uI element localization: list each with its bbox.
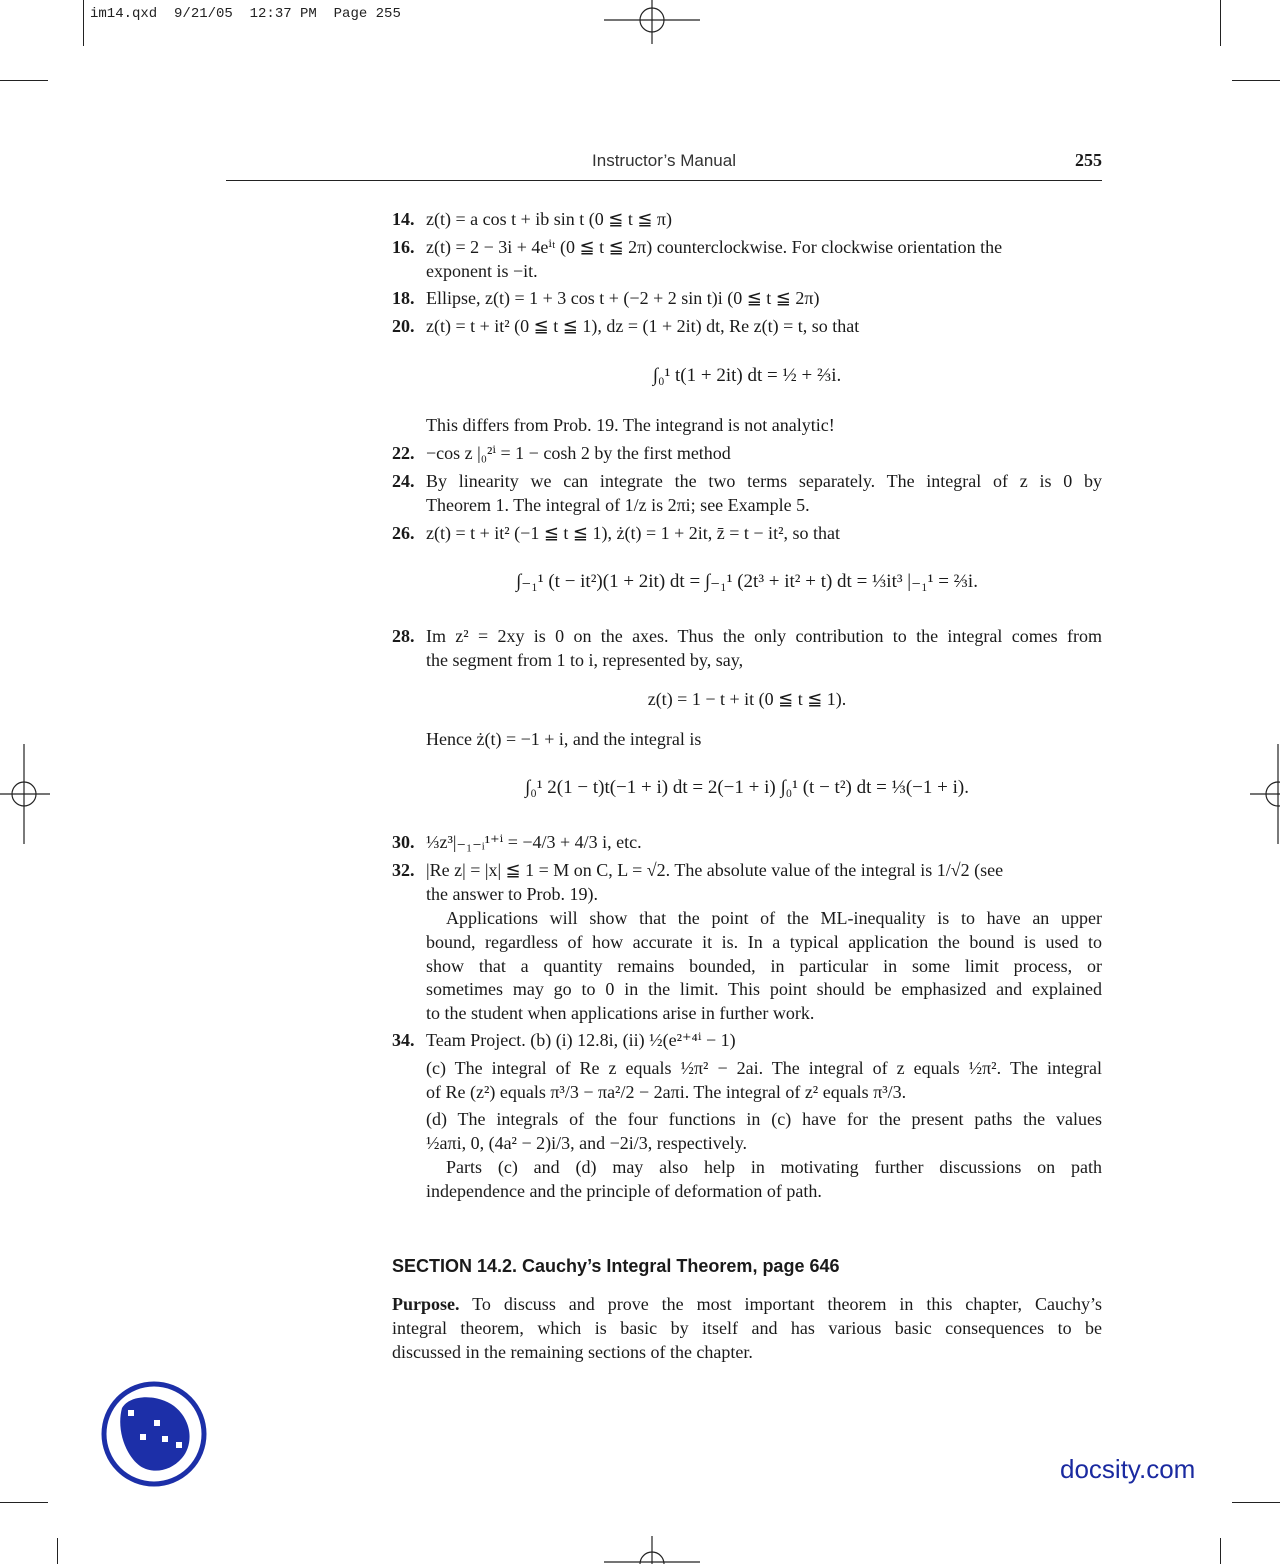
display-equation: ∫₀¹ 2(1 − t)t(−1 + i) dt = 2(−1 + i) ∫₀¹ (t − t²) dt = ⅓(−1 + i).	[525, 777, 969, 798]
problem-number: 32.	[392, 860, 415, 880]
paragraph-line: bound, regardless of how accurate it is. In a typical application the bound is used to	[426, 932, 1102, 952]
problem-number: 18.	[392, 288, 415, 308]
answer-text: This differs from Prob. 19. The integrand is not analytic!	[426, 415, 835, 435]
problem-number: 16.	[392, 237, 415, 257]
paragraph-line: sometimes may go to 0 in the limit. This point should be emphasized and explained	[426, 979, 1102, 999]
problem-number: 22.	[392, 443, 415, 463]
problem-number: 34.	[392, 1030, 415, 1050]
answer-text: Ellipse, z(t) = 1 + 3 cos t + (−2 + 2 sin t)i (0 ≦ t ≦ 2π)	[426, 288, 820, 308]
answer-text: z(t) = 2 − 3i + 4eⁱᵗ (0 ≦ t ≦ 2π) counterclockwise. For clockwise orientation the	[426, 237, 1003, 257]
purpose-text: To discuss and prove the most important theorem in this chapter, Cauchy’s	[472, 1294, 1102, 1314]
crop-mark	[0, 80, 48, 81]
paragraph-line: independence and the principle of deformation of path.	[426, 1181, 822, 1201]
crop-mark	[1220, 1538, 1221, 1564]
answer-text: Hence ż(t) = −1 + i, and the integral is	[426, 729, 702, 749]
crop-mark	[1220, 0, 1221, 46]
problem-number: 20.	[392, 316, 415, 336]
crop-mark	[0, 1502, 48, 1503]
purpose-label: Purpose.	[392, 1294, 460, 1314]
registration-mark-icon	[1250, 744, 1280, 844]
crop-mark	[83, 0, 84, 46]
file-slug: im14.qxd 9/21/05 12:37 PM Page 255	[90, 6, 401, 22]
display-equation: z(t) = 1 − t + it (0 ≦ t ≦ 1).	[647, 689, 847, 709]
registration-mark-icon	[0, 744, 50, 844]
answer-text: z(t) = t + it² (0 ≦ t ≦ 1), dz = (1 + 2it) dt, Re z(t) = t, so that	[426, 316, 860, 336]
running-header	[226, 148, 1102, 181]
problem-number: 28.	[392, 626, 415, 646]
answer-text: Theorem 1. The integral of 1/z is 2πi; see Example 5.	[426, 495, 810, 515]
header-title: Instructor’s Manual	[592, 151, 736, 170]
answer-text: (c) The integral of Re z equals ½π² − 2ai. The integral of z equals ½π². The integral	[426, 1058, 1102, 1078]
answer-text: z(t) = t + it² (−1 ≦ t ≦ 1), ż(t) = 1 + 2it, z̄ = t − it², so that	[426, 523, 840, 543]
display-equation: ∫₋₁¹ (t − it²)(1 + 2it) dt = ∫₋₁¹ (2t³ + it² + t) dt = ⅓it³ |₋₁¹ = ⅔i.	[516, 571, 978, 592]
answer-text: (d) The integrals of the four functions in (c) have for the present paths the values	[426, 1109, 1102, 1129]
answer-text: |Re z| = |x| ≦ 1 = M on C, L = √2. The absolute value of the integral is 1/√2 (see	[426, 860, 1004, 880]
registration-mark-icon	[604, 1536, 700, 1564]
paragraph-line: Parts (c) and (d) may also help in motivating further discussions on path	[446, 1157, 1102, 1177]
problem-number: 14.	[392, 209, 415, 229]
answer-text: the answer to Prob. 19).	[426, 884, 598, 904]
crop-mark	[1232, 80, 1280, 81]
answer-text: ⅓z³|₋₁₋ᵢ¹⁺ⁱ = −4/3 + 4/3 i, etc.	[426, 832, 642, 852]
problem-number: 30.	[392, 832, 415, 852]
crop-mark	[57, 1538, 58, 1564]
registration-mark-icon	[604, 0, 700, 44]
problem-number: 26.	[392, 523, 415, 543]
section-heading: SECTION 14.2. Cauchy’s Integral Theorem, page 646	[392, 1256, 840, 1276]
display-equation: ∫₀¹ t(1 + 2it) dt = ½ + ⅔i.	[652, 365, 842, 386]
problem-number: 24.	[392, 471, 415, 491]
answer-text: −cos z |₀²ⁱ = 1 − cosh 2 by the first method	[426, 443, 731, 463]
purpose-line	[392, 1292, 1102, 1316]
docsity-logo-icon	[100, 1380, 208, 1488]
answer-text: exponent is −it.	[426, 261, 538, 281]
purpose-line: discussed in the remaining sections of the chapter.	[392, 1342, 753, 1362]
answer-text: z(t) = a cos t + ib sin t (0 ≦ t ≦ π)	[426, 209, 673, 229]
answer-text: Im z² = 2xy is 0 on the axes. Thus the only contribution to the integral comes from	[426, 626, 1102, 646]
answer-text: By linearity we can integrate the two terms separately. The integral of z is 0 by	[426, 471, 1102, 491]
page-number: 255	[1075, 150, 1102, 170]
crop-mark	[1232, 1502, 1280, 1503]
answer-text: of Re (z²) equals π³/3 − πa²/2 − 2aπi. The integral of z² equals π³/3.	[426, 1082, 907, 1102]
paragraph-line: to the student when applications arise in further work.	[426, 1003, 815, 1023]
brand-link[interactable]: docsity.com	[1060, 1454, 1196, 1484]
answer-text: ½aπi, 0, (4a² − 2)i/3, and −2i/3, respectively.	[426, 1133, 748, 1153]
answer-text: Team Project. (b) (i) 12.8i, (ii) ½(e²⁺⁴ⁱ − 1)	[426, 1030, 736, 1050]
paragraph-line: show that a quantity remains bounded, in particular in some limit process, or	[426, 956, 1102, 976]
answer-text: the segment from 1 to i, represented by, say,	[426, 650, 744, 670]
purpose-line: integral theorem, which is basic by itself and has various basic consequences to be	[392, 1318, 1102, 1338]
paragraph-line: Applications will show that the point of the ML-inequality is to have an upper	[446, 908, 1102, 928]
